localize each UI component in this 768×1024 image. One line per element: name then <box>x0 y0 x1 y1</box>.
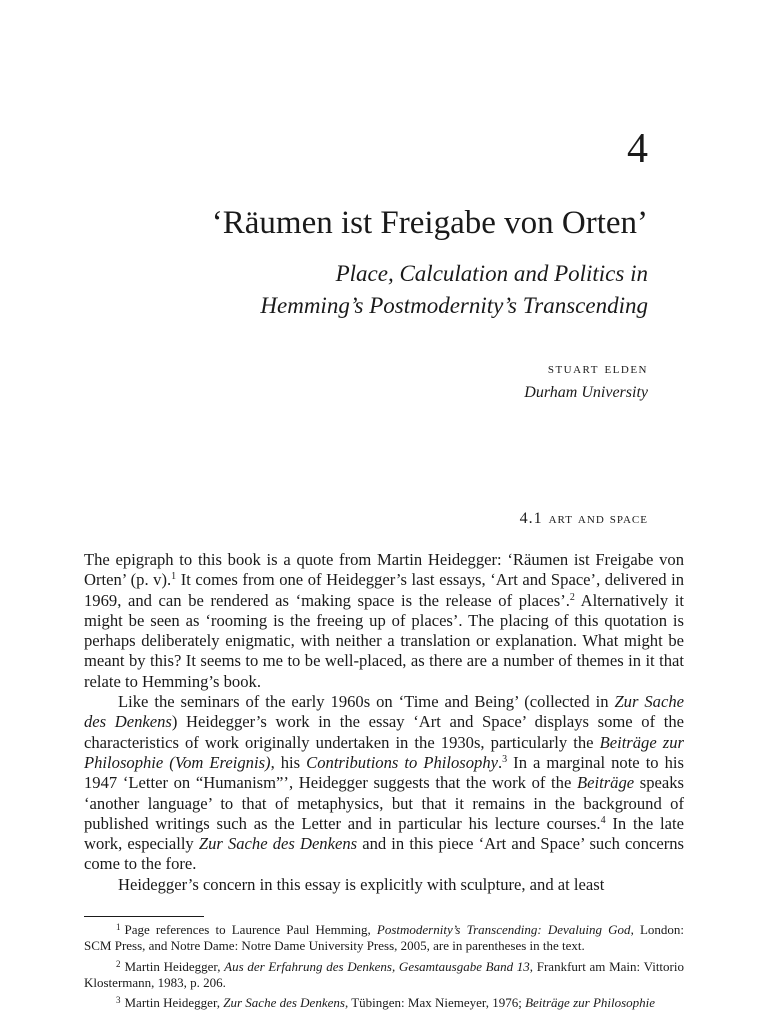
text-run: Martin Heidegger, <box>124 958 225 974</box>
text-run: . <box>497 752 503 772</box>
italic-title: Aus der Erfahrung des Denkens, Gesamtausgabe Band 13 <box>224 958 530 974</box>
footnotes <box>84 922 684 1011</box>
footnote-separator <box>84 916 204 917</box>
italic-title: Beiträge zur Philosophie <box>525 995 656 1011</box>
footnote-3 <box>84 995 684 1011</box>
author-affiliation: Durham University <box>524 384 648 401</box>
text-run: , his <box>270 752 307 772</box>
italic-title: Beiträge zur Philosophie (Vom Ereignis) <box>84 732 685 772</box>
section-heading <box>520 510 648 528</box>
text-run: , London: SCM Press, and Notre Dame: Notre Dame University Press, 2005, are in parentheses in the text. <box>84 922 685 954</box>
body-text <box>84 550 684 895</box>
footnote-ref-2[interactable]: 2 <box>569 591 575 603</box>
italic-title: Postmodernity’s Transcending: Devaluing God <box>376 922 631 937</box>
section-number: 4.1 <box>519 510 543 527</box>
chapter-title: ‘Räumen ist Freigabe von Orten’ <box>211 205 648 241</box>
footnote-1 <box>84 922 684 955</box>
footnote-ref-3[interactable]: 3 <box>502 753 508 765</box>
italic-title: Zur Sache des Denkens <box>84 692 684 732</box>
section-title: art and space <box>548 510 648 527</box>
text-run: speaks ‘another language’ to that of metaphysics, but that it remains in the background of published writings such as the Letter and in particular his lecture courses. <box>84 773 684 833</box>
footnote-number: 3 <box>116 995 121 1006</box>
text-run: Like the seminars of the early 1960s on ‘Time and Being’ (collected in <box>118 692 615 712</box>
text-run: Page references to Laurence Paul Hemming, <box>124 922 377 937</box>
author-name: stuart elden <box>547 360 648 377</box>
footnote-2 <box>84 959 684 992</box>
subtitle-line-2: Hemming’s Postmodernity’s Transcending <box>260 293 648 318</box>
chapter-subtitle <box>260 258 648 322</box>
footnote-number: 1 <box>116 922 121 932</box>
paragraph-3: Heidegger’s concern in this essay is explicitly with sculpture, and at least <box>118 874 605 894</box>
paragraph-1 <box>84 550 684 692</box>
text-run: ) Heidegger’s work in the essay ‘Art and Space’ displays some of the characteristics of work originally undertaken in the 1930s, particularly the <box>84 712 684 752</box>
footnote-number: 2 <box>116 958 121 969</box>
italic-title: Zur Sache des Denkens <box>223 995 345 1011</box>
italic-title: Beiträge <box>576 773 635 793</box>
text-run: , Frankfurt am Main: Vittorio Klostermann, 1983, p. 206. <box>84 958 684 990</box>
text-run: In the late work, especially <box>84 813 684 854</box>
text-run: Alternatively it might be seen as ‘rooming is the freeing up of places’. The placing of this quotation is perhaps deliberately enigmatic, with neither a translation or explanation. What might be meant by this? It seems to me to be well-placed, as there are a number of themes in it that relate to Hemming’s book. <box>84 590 684 691</box>
paragraph-2 <box>84 692 684 875</box>
text-run: The epigraph to this book is a quote from Martin Heidegger: ‘Räumen ist Freigabe von Orten’ (p. v). <box>84 550 684 590</box>
italic-title: Contributions to Philosophy <box>306 752 498 772</box>
text-run: It comes from one of Heidegger’s last essays, ‘Art and Space’, delivered in 1969, and can be rendered as ‘making space is the release of places’. <box>84 570 684 610</box>
text-run: and in this piece ‘Art and Space’ such concerns come to the fore. <box>84 834 684 874</box>
footnote-ref-4[interactable]: 4 <box>600 814 606 826</box>
footnote-ref-1[interactable]: 1 <box>171 571 177 583</box>
subtitle-line-1: Place, Calculation and Politics in <box>335 261 648 286</box>
chapter-number: 4 <box>627 126 648 172</box>
text-run: Martin Heidegger, <box>124 995 224 1011</box>
text-run: In a marginal note to his 1947 ‘Letter on “Humanism”’, Heidegger suggests that the work of the <box>84 752 684 793</box>
italic-title: Zur Sache des Denkens <box>198 834 358 854</box>
text-run: , Tübingen: Max Niemeyer, 1976; <box>344 995 526 1011</box>
